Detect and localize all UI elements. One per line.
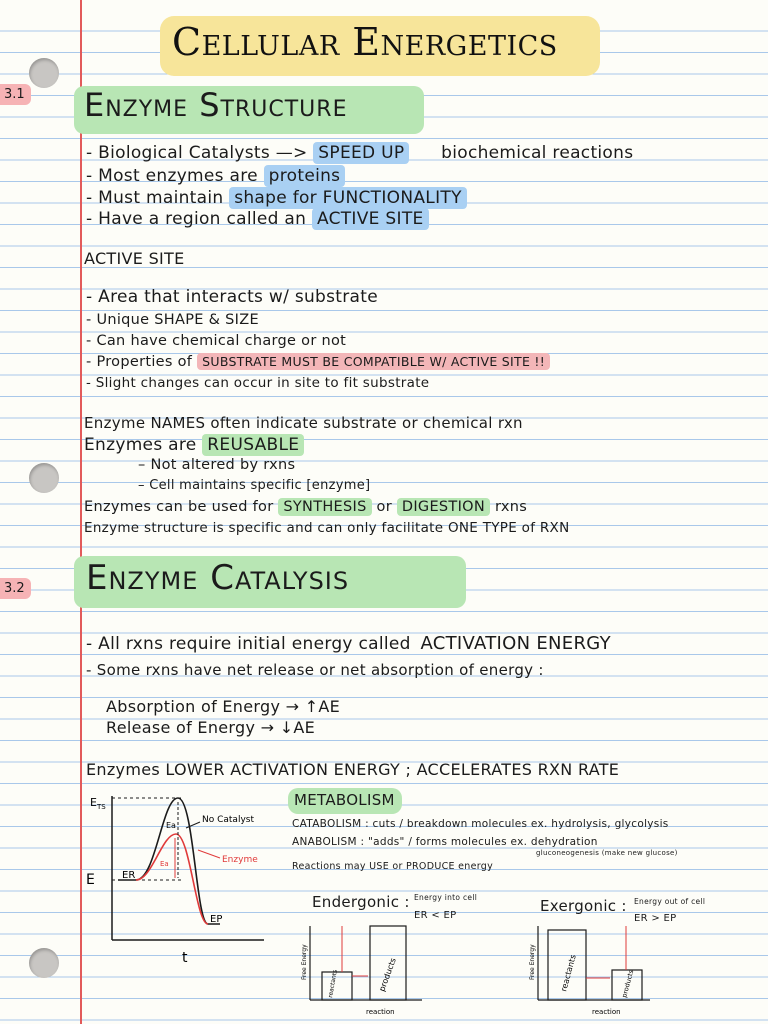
exergonic-relation: ER > EP [634, 913, 677, 924]
endergonic-title: Endergonic : [312, 893, 410, 911]
note-line: gluconeogenesis (make new glucose) [536, 849, 678, 857]
y-top-label: $E_{TS}$ [90, 796, 106, 811]
note-line: Enzyme structure is specific and can only facilitate ONE TYPE of RXN [84, 520, 570, 536]
note-line: Reactions may USE or PRODUCE energy [292, 861, 494, 872]
note-line: - Can have chemical charge or not [86, 333, 347, 349]
section-heading-structure: Enzyme Structure [84, 86, 348, 124]
note-line: - Have a region called an ACTIVE SITE [86, 210, 429, 229]
page-title: Cellular Energetics [172, 20, 558, 64]
y-axis-label: Free Energy [301, 944, 308, 980]
binder-hole [29, 463, 59, 493]
ea-label: Ea [166, 821, 176, 830]
x-axis-label: reaction [592, 1008, 621, 1016]
note-line: - Some rxns have net release or net absorption of energy : [86, 661, 544, 679]
note-line: CATABOLISM : cuts / breakdown molecules ex. hydrolysis, glycolysis [292, 818, 669, 830]
note-line: - Must maintain shape for FUNCTIONALITY [86, 189, 467, 208]
binder-hole [29, 948, 59, 978]
note-line: Enzymes LOWER ACTIVATION ENERGY ; ACCELERATES RXN RATE [86, 760, 620, 779]
endergonic-bar-graph [298, 920, 438, 1020]
note-line: - Properties of SUBSTRATE MUST BE COMPATIBLE W/ ACTIVE SITE !! [86, 355, 550, 371]
x-axis-label: reaction [366, 1008, 395, 1016]
note-line: - Area that interacts w/ substrate [86, 287, 379, 307]
subheading-active-site: ACTIVE SITE [84, 249, 185, 268]
reactants-label: reactants [327, 969, 339, 999]
section-heading-catalysis: Enzyme Catalysis [86, 558, 350, 598]
y-axis-label: Free Energy [529, 944, 536, 980]
note-line: Enzymes can be used for SYNTHESIS or DIGESTION rxns [84, 499, 528, 515]
enzyme-pointer [198, 850, 220, 858]
products-label: products [377, 956, 398, 993]
reactants-label: reactants [559, 953, 578, 993]
exergonic-note: Energy out of cell [634, 897, 706, 906]
note-line: ANABOLISM : "adds" / forms molecules ex. dehydration [292, 836, 598, 848]
enzyme-label: Enzyme [222, 855, 258, 865]
exergonic-title: Exergonic : [540, 897, 627, 915]
ep-label: EP [210, 914, 223, 925]
note-line: – Cell maintains specific [enzyme] [138, 478, 371, 493]
note-line: - Slight changes can occur in site to fit substrate [86, 375, 430, 391]
endergonic-note: Energy into cell [414, 893, 478, 902]
section-tag: 3.2 [0, 578, 31, 599]
section-tag: 3.1 [0, 84, 31, 105]
endergonic-relation: ER < EP [414, 910, 457, 921]
er-label: ER [122, 870, 136, 881]
note-line: - Unique SHAPE & SIZE [86, 312, 259, 328]
note-line: Enzymes are REUSABLE [84, 436, 304, 455]
note-line: Absorption of Energy → ↑AE [106, 697, 341, 716]
activation-energy-graph [78, 788, 278, 968]
products-label: products [620, 969, 636, 999]
note-line: Enzyme NAMES often indicate substrate or chemical rxn [84, 414, 523, 432]
x-axis-label: t [182, 950, 188, 966]
note-line: - Biological Catalysts —> SPEED UP biochemical reactions [86, 143, 634, 163]
note-line: - Most enzymes are proteins [86, 167, 345, 186]
note-line: – Not altered by rxns [138, 457, 296, 473]
note-line: - All rxns require initial energy called ACTIVATION ENERGY [86, 633, 611, 654]
y-mid-label: E [86, 872, 95, 888]
ea-enzyme-label: Ea [160, 860, 169, 868]
no-catalyst-label: No Catalyst [202, 815, 254, 825]
exergonic-bar-graph [526, 920, 666, 1020]
metabolism-heading: METABOLISM [294, 791, 395, 809]
note-line: Release of Energy → ↓AE [106, 718, 316, 737]
binder-hole [29, 58, 59, 88]
